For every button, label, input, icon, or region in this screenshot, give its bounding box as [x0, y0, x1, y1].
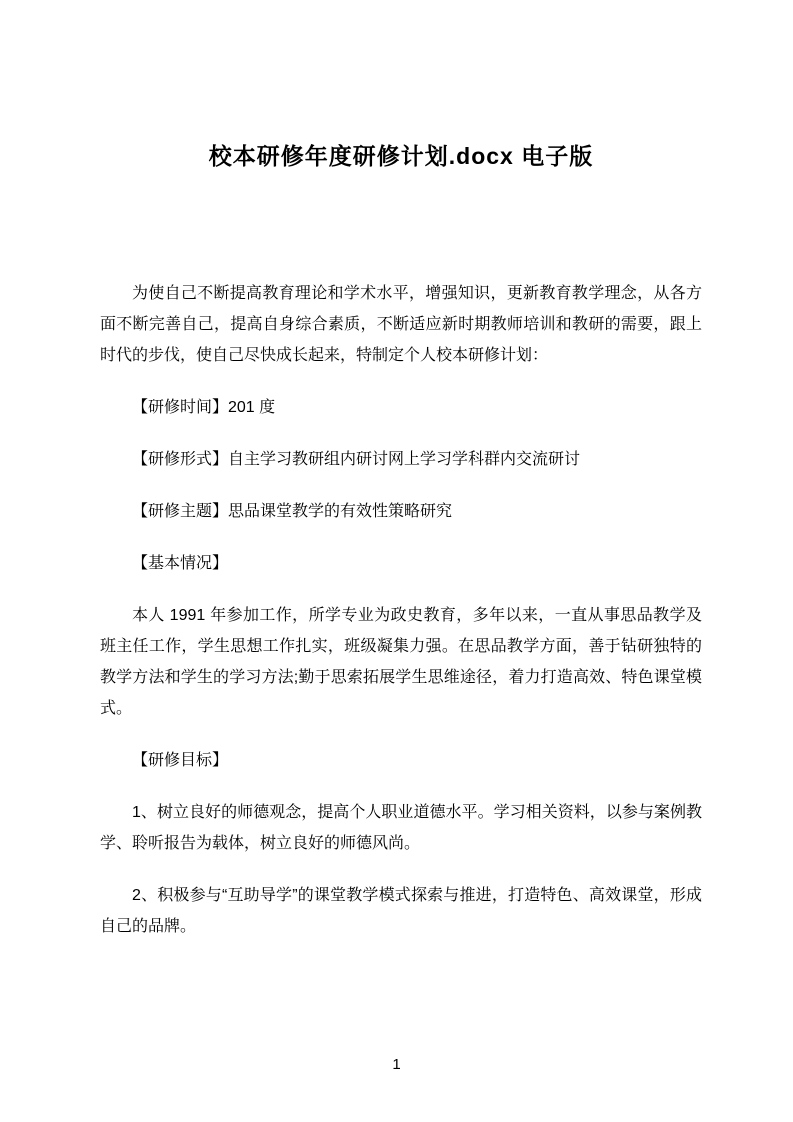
page-number: 1	[392, 1056, 401, 1073]
para-basic-info: 本人 1991 年参加工作，所学专业为政史教育，多年以来，一直从事思品教学及班主任工作，学生思想工作扎实，班级凝集力强。在思品教学方面，善于钻研独特的教学方法和学生的学习方法;勤于思索拓展学生思维途径，着力打造高效、特色课堂模式。	[100, 607, 702, 717]
para-field-study-theme: 【研修主题】思品课堂教学的有效性策略研究	[132, 503, 453, 520]
heading-basic-info: 【基本情况】	[132, 555, 229, 572]
para-goal-1: 1、树立良好的师德观念，提高个人职业道德水平。学习相关资料，以参与案例教学、聆听报告为载体，树立良好的师德风尚。	[100, 804, 702, 852]
document-title: 校本研修年度研修计划.docx 电子版	[208, 143, 594, 169]
para-field-study-form: 【研修形式】自主学习教研组内研讨网上学习学科群内交流研讨	[132, 451, 581, 468]
para-intro: 为使自己不断提高教育理论和学术水平，增强知识，更新教育教学理念，从各方面不断完善自己，提高自身综合素质，不断适应新时期教师培训和教研的需要，跟上时代的步伐，使自己尽快成长起来，特制定个人校本研修计划：	[100, 285, 702, 364]
para-field-study-time: 【研修时间】201 度	[132, 399, 276, 416]
heading-study-goals: 【研修目标】	[132, 752, 229, 769]
para-goal-2: 2、积极参与“互助导学”的课堂教学模式探索与推进，打造特色、高效课堂，形成自己的品牌。	[100, 887, 702, 935]
